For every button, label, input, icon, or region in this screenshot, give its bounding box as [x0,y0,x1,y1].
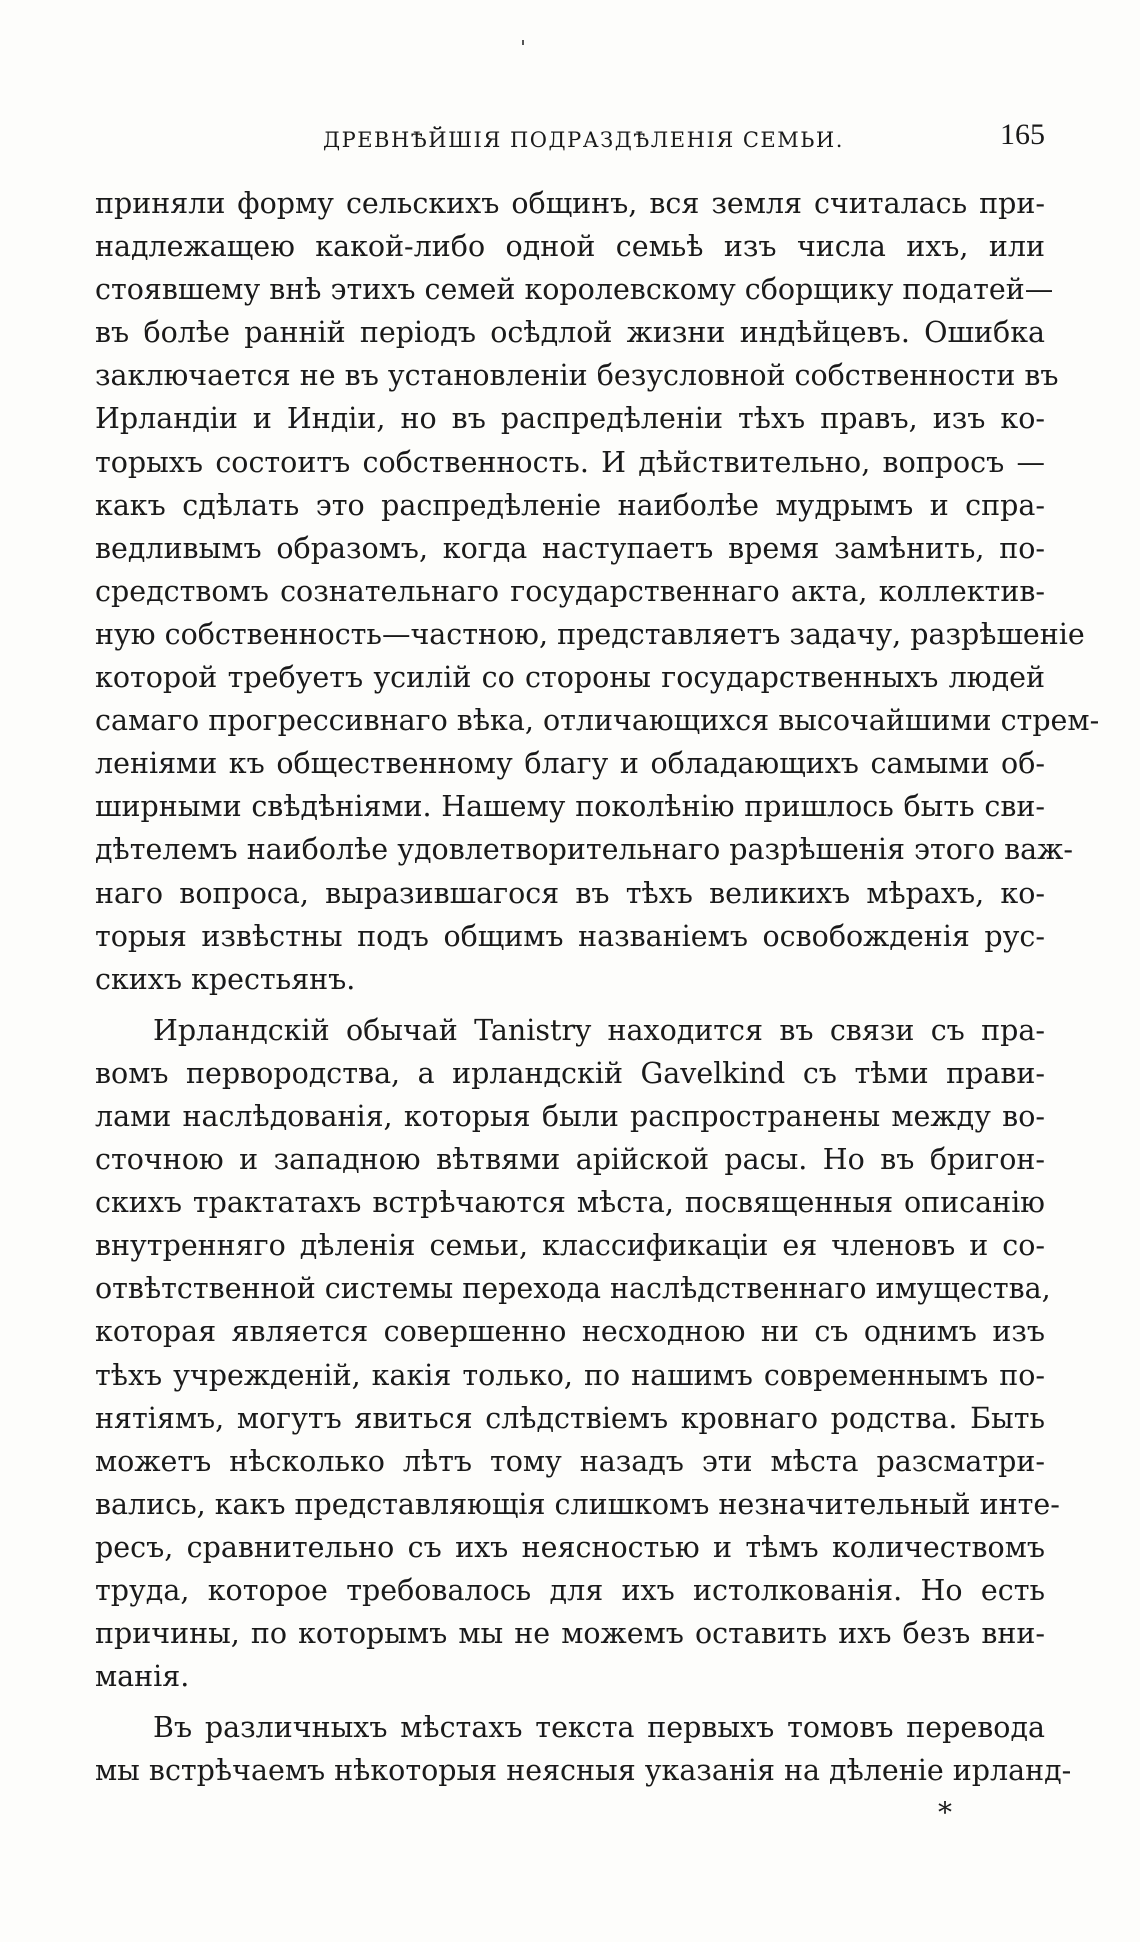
text-line: скихъ крестьянъ. [95,962,356,996]
body-text [95,182,1100,1792]
text-line: вались, какъ представляющія слишкомъ незначительный инте- [95,1487,1060,1521]
text-line: Ирландскій обычай Tanistry находится въ связи съ пра- [153,1013,1045,1047]
print-mark [522,40,524,45]
paragraph-3 [95,1706,1072,1792]
text-line: которой требуетъ усилій со стороны государственныхъ людей [95,661,1045,695]
text-line: самаго прогрессивнаго вѣка, отличающихся высочайшими стрем- [95,704,1100,738]
text-line: ресъ, сравнительно съ ихъ неясностью и тѣмъ количествомъ [95,1530,1045,1564]
text-line: лами наслѣдованія, которыя были распространены между во- [95,1099,1045,1133]
text-line: отвѣтственной системы перехода наслѣдственнаго имущества, [95,1272,1051,1306]
text-line: которая является совершенно несходною ни съ однимъ изъ [95,1315,1045,1349]
text-line: ную собственность—частною, представляетъ задачу, разрѣшеніе [95,617,1085,651]
text-line: Въ различныхъ мѣстахъ текста первыхъ томовъ перевода [153,1711,1045,1745]
text-line: средствомъ сознательнаго государственнаго акта, коллектив- [95,574,1045,608]
text-line: надлежащею какой-либо одной семьѣ изъ числа ихъ, или [95,230,1045,264]
text-line: манія. [95,1660,190,1694]
text-line: скихъ трактатахъ встрѣчаются мѣста, посвященныя описанію [95,1186,1045,1220]
text-line: нятіямъ, могутъ явиться слѣдствіемъ кровнаго родства. Быть [95,1401,1045,1435]
text-line: стоявшему внѣ этихъ семей королевскому сборщику податей— [95,273,1054,307]
page-header [95,118,1045,168]
text-line: тѣхъ учрежденій, какія только, по нашимъ современнымъ по- [95,1358,1045,1392]
text-line: труда, которое требовалось для ихъ истолкованія. Но есть [95,1574,1045,1607]
paragraph-1 [95,182,1100,1001]
running-head: ДРЕВНѢЙШІЯ ПОДРАЗДѢЛЕНІЯ СЕМЬИ. [323,128,844,152]
paragraph-2 [95,1009,1060,1699]
text-line: вомъ первородства, а ирландскій Gavelkind съ тѣми прави- [95,1056,1045,1090]
page-number: 165 [1000,118,1045,151]
text-line: дѣтелемъ наиболѣе удовлетворительнаго разрѣшенія этого важ- [95,833,1073,867]
text-line: мы встрѣчаемъ нѣкоторыя неясныя указанія на дѣленіе ирланд- [95,1754,1072,1788]
text-line: въ болѣе ранній періодъ осѣдлой жизни индѣйцевъ. Ошибка [95,316,1045,350]
signature-mark: * [938,1796,952,1829]
text-line: леніями къ общественному благу и обладающихъ самыми об- [95,747,1045,781]
text-line: приняли форму сельскихъ общинъ, вся земля считалась при- [95,187,1045,220]
text-line: сточною и западною вѣтвями арійской расы. Но въ бригон- [95,1143,1045,1177]
text-line: торыя извѣстны подъ общимъ названіемъ освобожденія рус- [95,919,1045,953]
text-line: какъ сдѣлать это распредѣленіе наиболѣе мудрымъ и спра- [95,488,1045,522]
text-line: ведливымъ образомъ, когда наступаетъ время замѣнить, по- [95,531,1045,565]
text-line: внутренняго дѣленія семьи, классификаціи ея членовъ и со- [95,1229,1045,1263]
text-line: заключается не въ установленіи безусловной собственности въ [95,359,1059,393]
text-line: можетъ нѣсколько лѣтъ тому назадъ эти мѣста разсматри- [95,1444,1045,1478]
text-line: торыхъ состоитъ собственность. И дѣйствительно, вопросъ — [95,445,1045,479]
text-line: Ирландіи и Индіи, но въ распредѣленіи тѣхъ правъ, изъ ко- [95,402,1045,436]
text-line: причины, по которымъ мы не можемъ оставить ихъ безъ вни- [95,1617,1045,1651]
text-line: наго вопроса, выразившагося въ тѣхъ великихъ мѣрахъ, ко- [95,876,1045,910]
text-line: ширными свѣдѣніями. Нашему поколѣнію пришлось быть сви- [95,790,1045,824]
